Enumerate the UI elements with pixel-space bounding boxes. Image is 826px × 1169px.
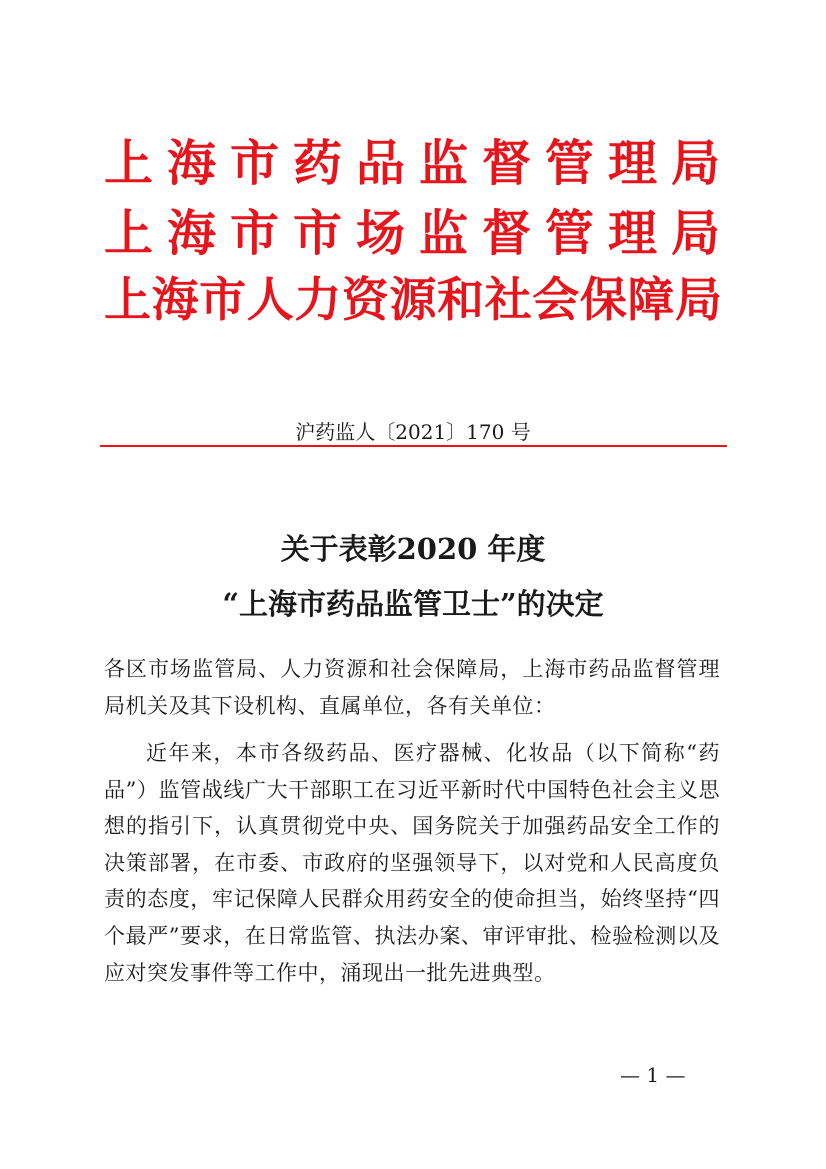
issuer-name-drug-administration: 上海市药品监督管理局 [104,134,720,192]
issuer-name-human-resources: 上海市人力资源和社会保障局 [104,273,720,328]
page-number: — 1 — [620,1063,686,1087]
document-number: 沪药监人〔2021〕170 号 [295,420,531,444]
recipients-line-2: 局机关及其下设机构、直属单位，各有关单位： [104,694,556,718]
document-title-line-2: “上海市药品监管卫士”的决定 [222,587,604,621]
document-title-line-1: 关于表彰2020 年度 [280,532,546,566]
issuer-name-market-regulation: 上海市市场监督管理局 [104,204,720,262]
recipients-line-1: 各区市场监管局、人力资源和社会保障局，上海市药品监督管理 [104,657,720,681]
red-divider-line [100,445,727,447]
body-paragraph: 近年来，本市各级药品、医疗器械、化妆品（以下简称“药品”）监管战线广大干部职工在习近平新时代中国特色社会主义思想的指引下，认真贯彻党中央、国务院关于加强药品安全工作的决策部署，在市委、市政府的坚强领导下，以对党和人民高度负责的态度，牢记保障人民群众用药安全的使命担当，始终坚持“四个最严”要求，在日常监管、执法办案、审评审批、检验检测以及应对突发事件等工作中，涌现出一批先进典型。 [104,741,720,985]
